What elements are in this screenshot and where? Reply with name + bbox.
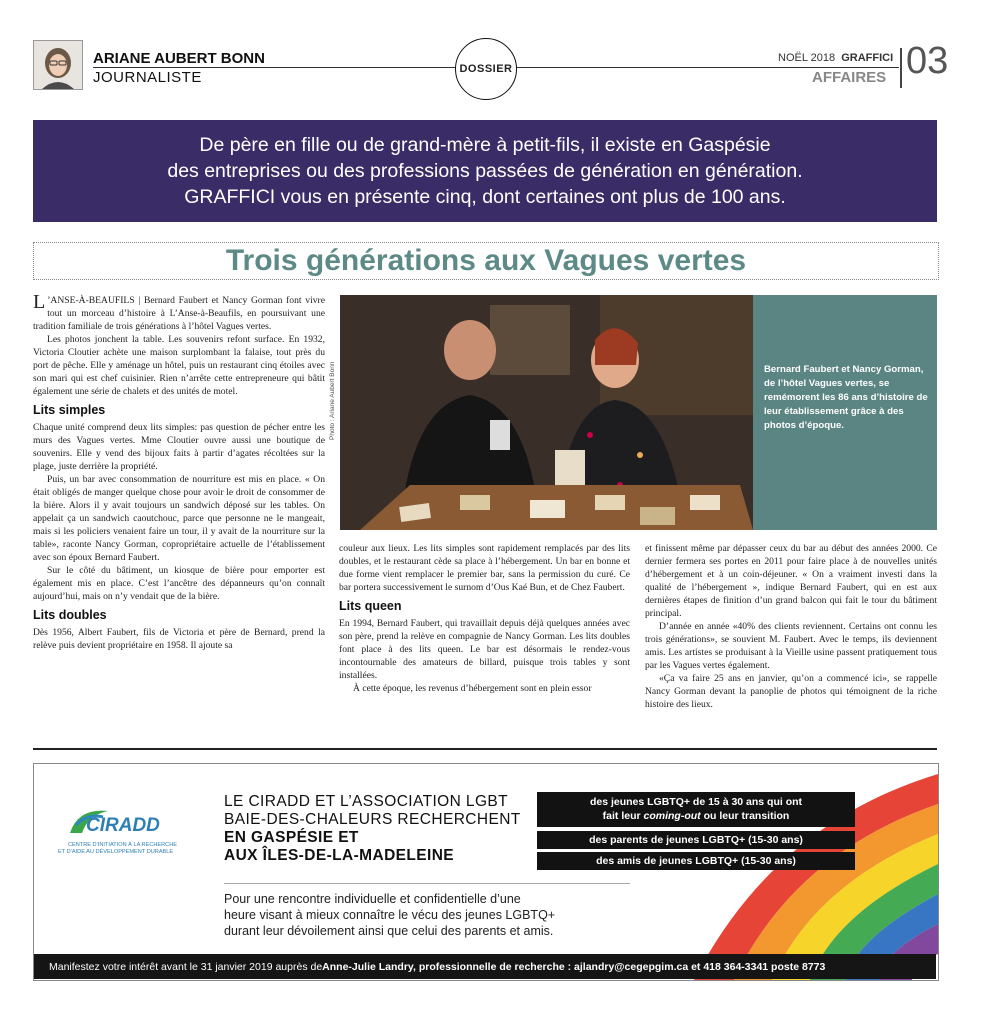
ad-separator bbox=[224, 883, 630, 884]
section-tag: DOSSIER bbox=[459, 63, 513, 75]
paragraph: et finissent même par dépasser ceux du bar au début des années 2000. Ce dernier fermera ses portes en 2011 pour faire place à de nouvelles unités d’hébergement et à un coin-déjeuner. « On a vraiment investi dans la qualité de l’hébergement », indique Bernard Faubert, qui en est aux dernières étapes de finition d’un grand balcon qui fait le tour du bâtiment principal. bbox=[645, 543, 937, 619]
subheading: Lits doubles bbox=[33, 608, 107, 622]
article-column-2 bbox=[339, 542, 630, 695]
issue-date: NOËL 2018 bbox=[778, 52, 836, 64]
ad-contact-bar bbox=[34, 954, 936, 979]
paragraph: En 1994, Bernard Faubert, qui travaillait depuis déjà quelques années avec son père, prend la relève en compagnie de Nancy Gorman. Les lits doubles font place à des lits queen. Le bar est désormais le rendez-vous incontournable des amateurs de billard, puisque trois tables y sont installées. bbox=[339, 618, 630, 681]
subheading: Lits simples bbox=[33, 403, 106, 417]
ciradd-logo-sub1: CENTRE D’INITIATION À LA RECHERCHE bbox=[68, 842, 177, 848]
ad-contact-lead: Manifestez votre intérêt avant le 31 janvier 2019 auprès de bbox=[49, 960, 323, 973]
page-number-divider bbox=[900, 48, 902, 88]
author-role: JOURNALISTE bbox=[93, 69, 202, 86]
banner-line-1: De père en fille ou de grand-mère à petit-fils, il existe en Gaspésie bbox=[199, 134, 771, 156]
paragraph: Sur le côté du bâtiment, un kiosque de bière pour emporter est également mis en place. C’est l’ancêtre des dépanneurs qu’on connaît aujourd’hui, mais on n’y vendait que de la bière. bbox=[33, 565, 325, 602]
paragraph: Les photos jonchent la table. Les souvenirs refont surface. En 1932, Victoria Cloutier achète une maison surplombant la falaise, tout près du port de pêche. Elle y aménage un hôtel, puis un restaurant cinq étoiles avec son mari qui est chef cuisinier. Rien n’arrête cette entrepreneure qui bâtit également une série de chalets et des unités de motel. bbox=[33, 334, 325, 397]
ad-headline-line-3: EN GASPÉSIE ET bbox=[224, 829, 359, 846]
intro-banner bbox=[33, 120, 937, 222]
publication-name: GRAFFICI bbox=[841, 52, 894, 64]
target-group-friends: des amis de jeunes LGBTQ+ (15-30 ans) bbox=[537, 852, 855, 870]
ad-contact-details: Anne-Julie Landry, professionnelle de recherche : ajlandry@cegepgim.ca et 418 364-3341 poste 8773 bbox=[322, 960, 826, 973]
paragraph: D’année en année «40% des clients reviennent. Certains ont connu les trois générations», se souvient M. Faubert. Avec le temps, ils deviennent amis. Les artistes se produisant à la Vieille usine passent pratiquement tous par les Vagues vertes également. bbox=[645, 621, 937, 671]
ciradd-logo-text: CIRADD bbox=[86, 815, 160, 836]
ciradd-logo-sub2: ET D’AIDE AU DÉVELOPPEMENT DURABLE bbox=[58, 849, 174, 855]
ad-headline-line-4: AUX ÎLES-DE-LA-MADELEINE bbox=[224, 847, 455, 864]
paragraph: Dès 1956, Albert Faubert, fils de Victoria et père de Bernard, prend la relève puis devient propriétaire en 1958. Il ajoute sa bbox=[33, 627, 325, 651]
paragraph: Puis, un bar avec consommation de nourriture est mis en place. « On était obligés de manger quelque chose pour avoir le droit de consommer de la bière. Alors il y avait toujours un sandwich déposé sur les tables. On appelait ça un sandwich caoutchouc, parce que personne ne le mangeait, mais si les policiers venaient faire un tour, il y avait de la nourriture sur la table», raconte Nancy Gorman, copropriétaire actuelle de l’établissement avec son époux Bernard Faubert. bbox=[33, 474, 325, 563]
lead-paragraph: L ’ANSE-À-BEAUFILS | Bernard Faubert et Nancy Gorman font vivre tout un morceau d’histoire à L’Anse-à-Beaufils, en poursuivant une tradition familiale de trois générations à l’hôtel Vagues vertes. bbox=[33, 291, 325, 332]
paragraph: couleur aux lieux. Les lits simples sont rapidement remplacés par des lits doubles, et le restaurant cède sa place à l’hébergement. Un bar en bonne et due forme vient remplacer le premier bar, sans la permission du curé. Ce bar portera successivement le surnom d’Ous Kaé Bun, et de Chez Faubert. bbox=[339, 543, 630, 593]
subheading: Lits queen bbox=[339, 599, 402, 613]
article-end-rule bbox=[33, 748, 937, 750]
ad-headline-line-2: BAIE-DES-CHALEURS RECHERCHENT bbox=[224, 811, 521, 828]
section-tag-circle bbox=[455, 38, 517, 100]
header-rule-right bbox=[514, 67, 899, 68]
header-rule-left bbox=[93, 67, 465, 68]
ad-headline bbox=[224, 793, 521, 865]
issue-line bbox=[778, 52, 893, 64]
photo-credit: Photo : Ariane Aubert Bonn bbox=[329, 361, 336, 440]
paragraph: «Ça va faire 25 ans en janvier, qu’on a commencé ici», se rappelle Nancy Gorman devant la panoplie de photos qui témoignent de la riche histoire des lieux. bbox=[645, 673, 937, 710]
ciradd-logo bbox=[58, 803, 188, 855]
drop-cap: L bbox=[33, 291, 46, 313]
target-group-youth: des jeunes LGBTQ+ de 15 à 30 ans qui ont fait leur coming-out ou leur transition bbox=[537, 792, 855, 827]
page-number: 03 bbox=[906, 40, 949, 82]
article-title-box bbox=[33, 242, 939, 280]
ad-headline-line-1: LE CIRADD ET L’ASSOCIATION LGBT bbox=[224, 793, 509, 810]
paragraph: À cette époque, les revenus d’hébergement sont en plein essor bbox=[353, 683, 592, 694]
banner-line-3: GRAFFICI vous en présente cinq, dont certaines ont plus de 100 ans. bbox=[184, 186, 786, 208]
banner-line-2: des entreprises ou des professions passées de génération en génération. bbox=[167, 160, 803, 182]
paragraph: Chaque unité comprend deux lits simples: pas question de pécher entre les murs des Vagues vertes. Mme Cloutier ouvre aussi une boutique de souvenirs. Elle y vend des bijoux faits à partir d’agates récoltées sur la plage, juste derrière la propriété. bbox=[33, 422, 325, 472]
target-group-parents: des parents de jeunes LGBTQ+ (15-30 ans) bbox=[537, 831, 855, 849]
article-title: Trois générations aux Vagues vertes bbox=[225, 244, 747, 277]
section-name: AFFAIRES bbox=[812, 69, 887, 86]
author-name: ARIANE AUBERT BONN bbox=[93, 50, 265, 67]
photo-caption: Bernard Faubert et Nancy Gorman, de l’hôtel Vagues vertes, se remémorent les 86 ans d’histoire de leur établissement grâce à des photos d’époque. bbox=[753, 295, 937, 530]
ad-body: Pour une rencontre individuelle et confidentielle d’une heure visant à mieux connaître le vécu des jeunes LGBTQ+ durant leur dévoilement ainsi que celui des parents et amis. bbox=[224, 892, 556, 938]
author-photo bbox=[33, 40, 83, 90]
article-column-3 bbox=[645, 542, 937, 711]
article-column-1 bbox=[33, 291, 325, 652]
article-photo bbox=[340, 295, 753, 530]
